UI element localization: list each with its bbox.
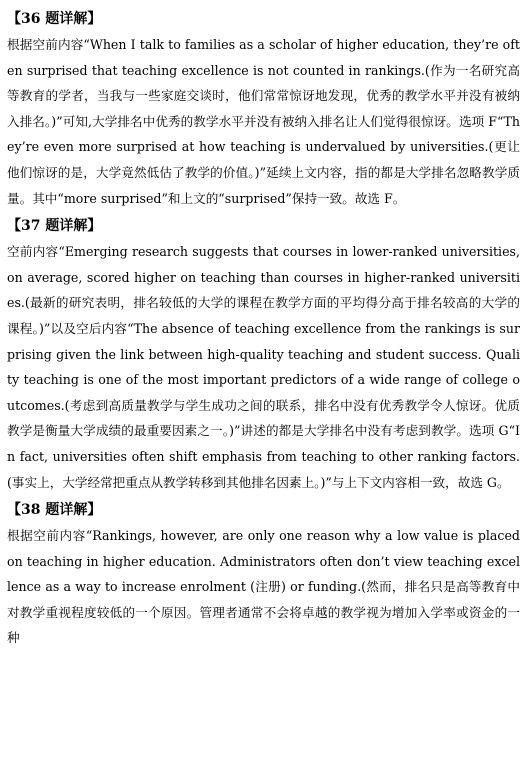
section-paragraph: 根据空前内容“Rankings, however, are only one reason why a low value is placed on teaching in higher education. Administrators often don’t view teaching excellence as a way to increase enrolment (注册) or funding.(然而，排名只是高等教育中对教学重视程度较低的一个原因。管理者通常不会将卓越的教学视为增加入学率或资金的一种 <box>7 528 520 646</box>
section-paragraph: 根据空前内容“When I talk to families as a scholar of higher education, they’re often surprised that teaching excellence is not counted in rankings.(作为一名研究高等教育的学者，当我与一些家庭交谈时，他们常常惊讶地发现，优秀的教学水平并没有被纳入排名。)”可知,大学排名中优秀的教学水平并没有被纳入排名让人们觉得很惊讶。选项 F“They’re even more surprised at how teaching is undervalued by universities.(更让他们惊讶的是，大学竟然低估了教学的价值。)”延续上文内容，指的都是大学排名忽略教学质量。其中“more surprised”和上文的“surprised”保持一致。故选 F。 <box>7 37 520 206</box>
section-37 <box>7 215 520 495</box>
section-heading: 【37 题详解】 <box>7 218 102 235</box>
section-36 <box>7 8 520 211</box>
section-paragraph: 空前内容“Emerging research suggests that courses in lower-ranked universities, on average, scored higher on teaching than courses in higher-ranked universities.(最新的研究表明，排名较低的大学的课程在教学方面的平均得分高于排名较高的大学的课程。)”以及空后内容“The absence of teaching excellence from the rankings is surprising given the link between high-quality teaching and student success. Quality teaching is one of the most important predictors of a wide range of college outcomes.(考虑到高质量教学与学生成功之间的联系，排名中没有优秀教学令人惊讶。优质教学是衡量大学成绩的最重要因素之一。)”讲述的都是大学排名中没有考虑到教学。选项 G“In fact, universities often shift emphasis from teaching to other ranking factors.(事实上，大学经常把重点从教学转移到其他排名因素上。)”与上下文内容相一致，故选 G。 <box>7 244 520 490</box>
section-heading: 【38 题详解】 <box>7 502 102 519</box>
section-38 <box>7 499 520 651</box>
section-heading: 【36 题详解】 <box>7 11 102 27</box>
